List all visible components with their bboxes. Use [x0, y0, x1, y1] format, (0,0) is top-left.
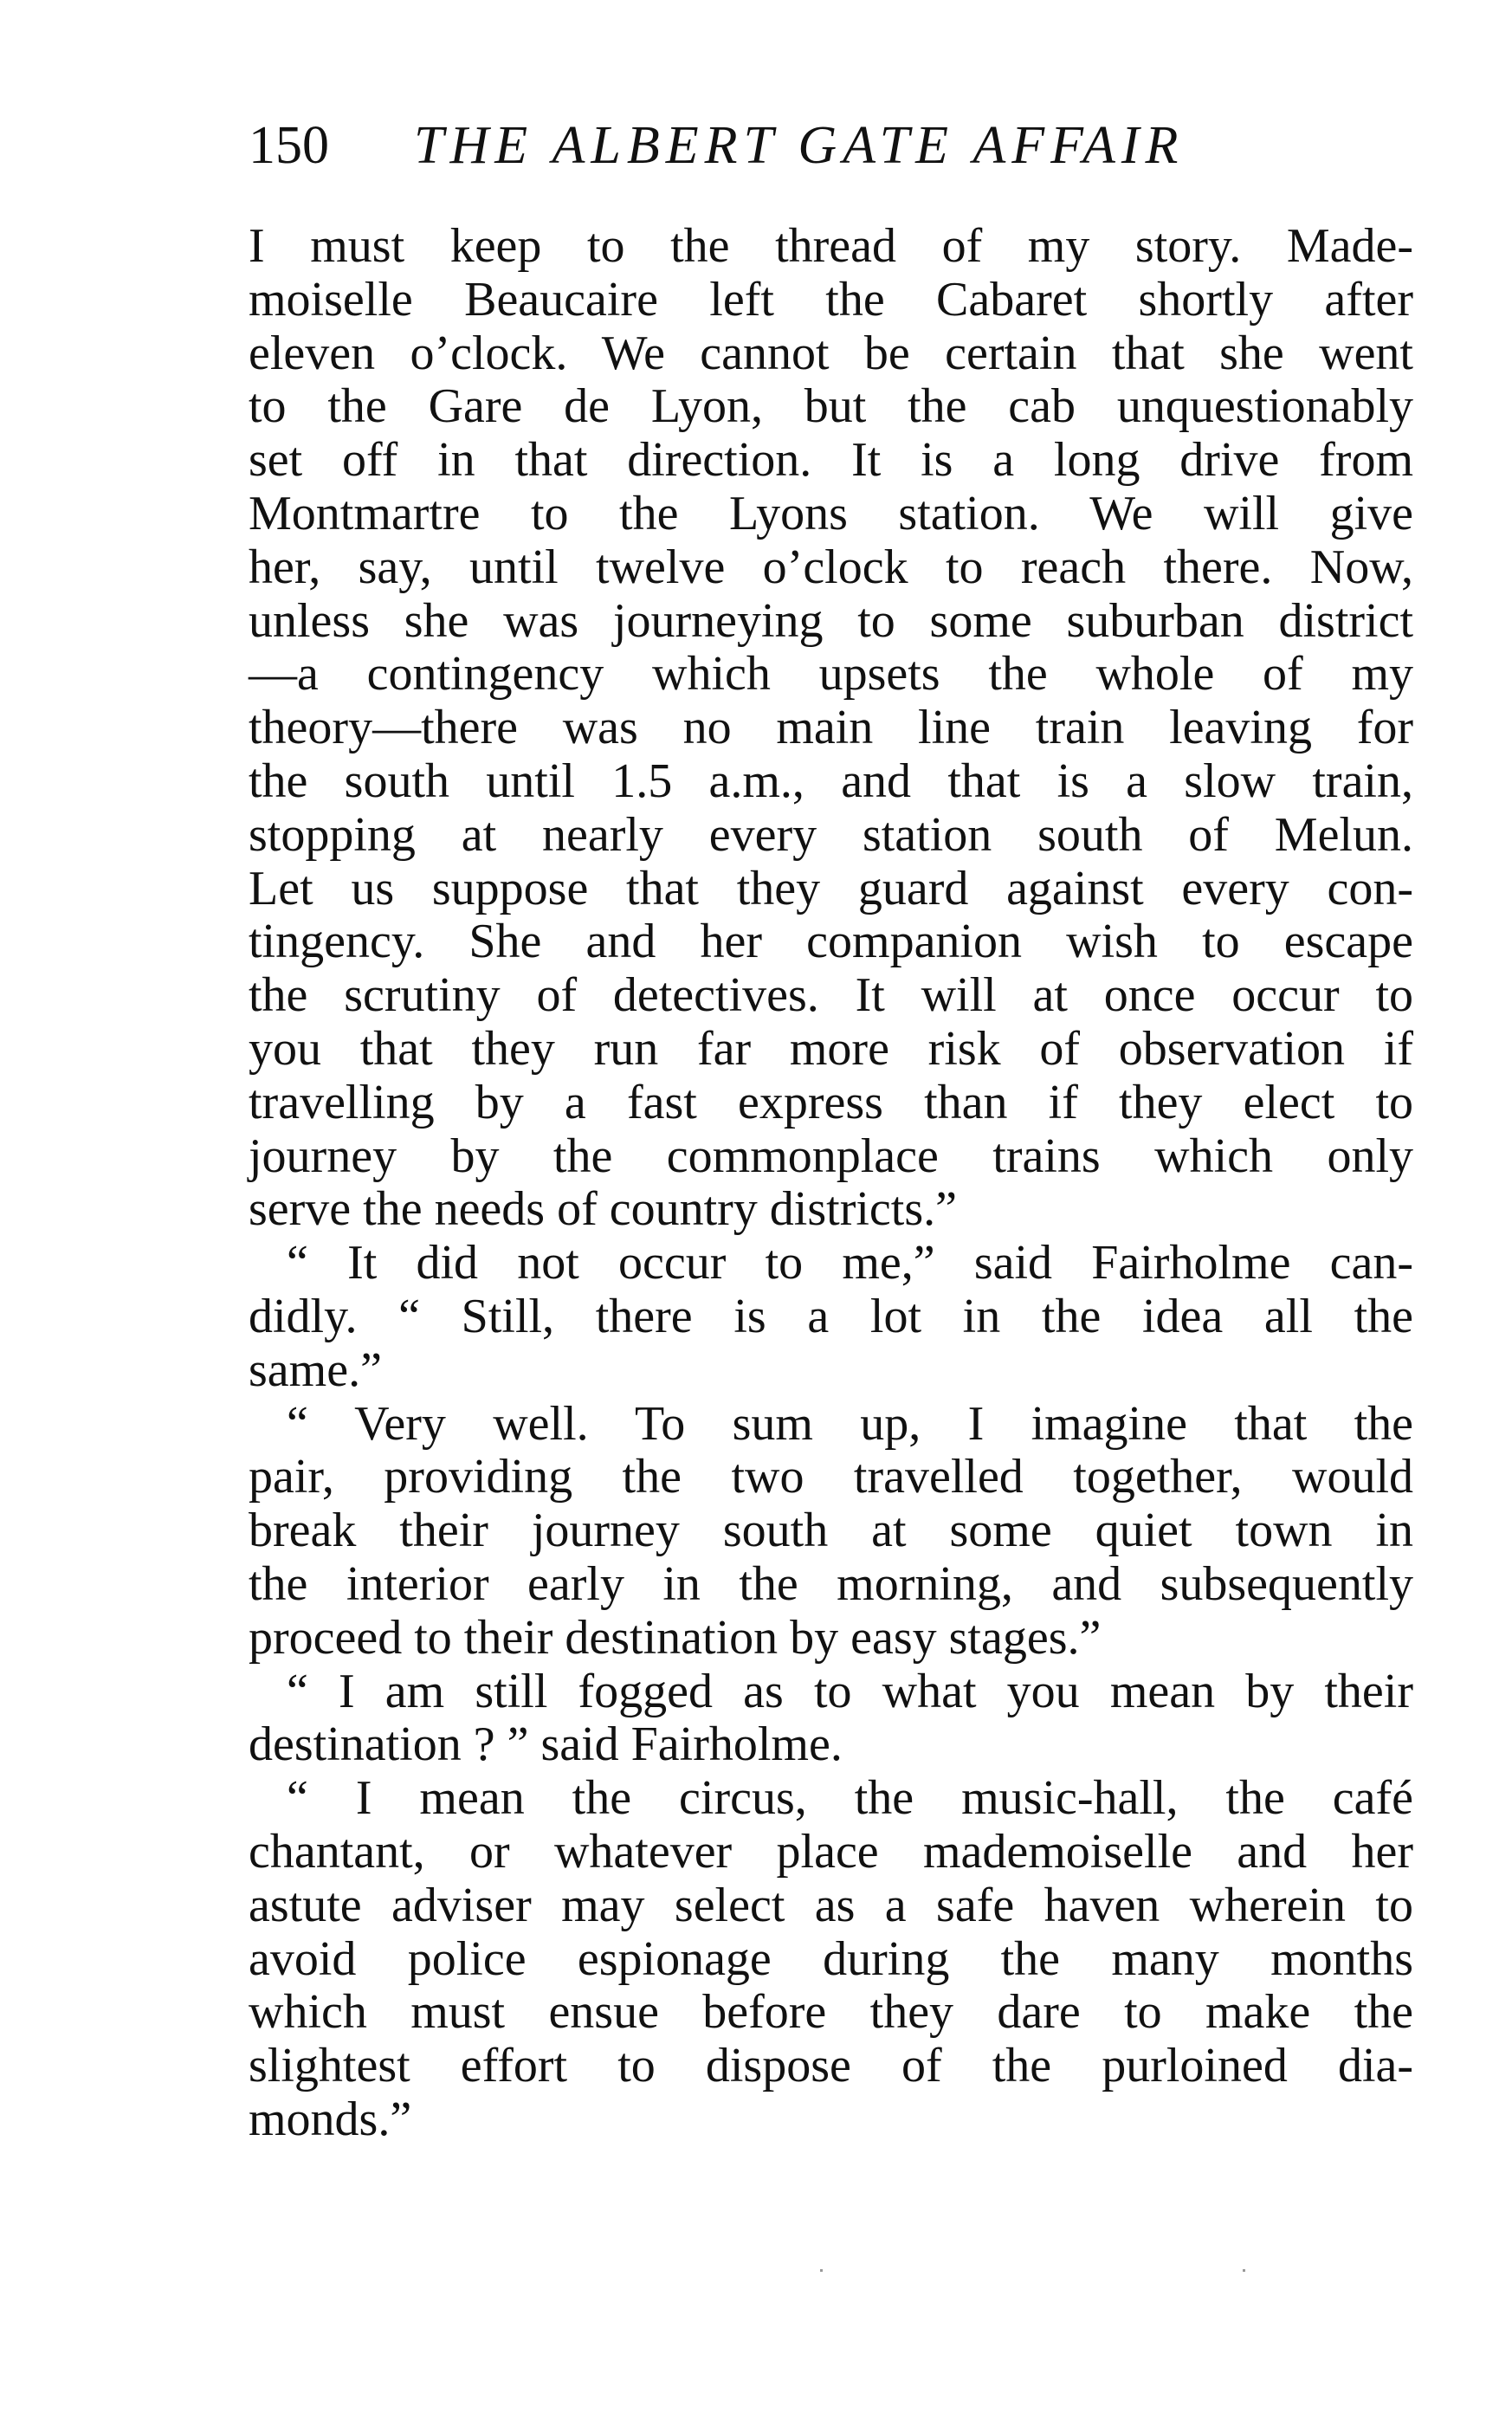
text-line: which must ensue before they dare to make the [249, 1985, 1413, 2040]
text-line: tingency. She and her companion wish to escape [249, 915, 1413, 969]
text-line: serve the needs of country districts.” [249, 1182, 957, 1237]
text-line: “ Very well. To sum up, I imagine that the [287, 1396, 1413, 1451]
text-line: stopping at nearly every station south of Melun. [249, 807, 1413, 862]
text-line: monds.” [249, 2092, 412, 2146]
text-line: her, say, until twelve o’clock to reach there. Now, [249, 540, 1413, 594]
text-line: same.” [249, 1342, 382, 1397]
text-line: slightest effort to dispose of the purloined dia- [249, 2039, 1413, 2093]
text-line: avoid police espionage during the many months [249, 1931, 1413, 1986]
text-line: eleven o’clock. We cannot be certain that she went [249, 326, 1413, 380]
text-line: the interior early in the morning, and subsequently [249, 1556, 1413, 1611]
scan-speck [1243, 2269, 1245, 2272]
text-line: to the Gare de Lyon, but the cab unquestionably [249, 379, 1413, 434]
text-line: Montmartre to the Lyons station. We will give [249, 486, 1413, 540]
text-line: destination ? ” said Fairholme. [249, 1717, 843, 1772]
text-line: theory—there was no main line train leaving for [249, 701, 1413, 755]
text-line: travelling by a fast express than if they elect to [249, 1075, 1413, 1129]
text-line: you that they run far more risk of observation if [249, 1021, 1413, 1076]
text-line: chantant, or whatever place mademoiselle and her [249, 1824, 1413, 1879]
text-line: I must keep to the thread of my story. Made- [249, 219, 1413, 273]
text-line: unless she was journeying to some suburban district [249, 593, 1413, 648]
text-line: astute adviser may select as a safe haven wherein to [249, 1878, 1413, 1932]
text-line: proceed to their destination by easy stages.” [249, 1610, 1102, 1665]
text-line: the south until 1.5 a.m., and that is a slow train, [249, 754, 1413, 808]
page-number: 150 [249, 116, 329, 175]
text-line: —a contingency which upsets the whole of my [249, 647, 1413, 702]
text-line: the scrutiny of detectives. It will at once occur to [249, 968, 1413, 1023]
text-line: journey by the commonplace trains which only [249, 1129, 1413, 1183]
text-line: didly. “ Still, there is a lot in the idea all the [249, 1289, 1413, 1343]
text-line: “ I mean the circus, the music-hall, the café [287, 1771, 1413, 1826]
running-header [249, 111, 1461, 180]
text-line: “ I am still fogged as to what you mean by their [287, 1664, 1413, 1718]
text-line: moiselle Beaucaire left the Cabaret shortly after [249, 272, 1413, 327]
text-line: “ It did not occur to me,” said Fairholme can- [287, 1236, 1413, 1290]
text-line: pair, providing the two travelled together, would [249, 1450, 1413, 1504]
running-title: THE ALBERT GATE AFFAIR [414, 116, 1185, 175]
text-line: set off in that direction. It is a long drive from [249, 433, 1413, 488]
scan-speck [820, 2269, 823, 2272]
text-line: Let us suppose that they guard against every con- [249, 861, 1413, 915]
text-line: break their journey south at some quiet town in [249, 1504, 1413, 1558]
body-text [249, 220, 1413, 2147]
